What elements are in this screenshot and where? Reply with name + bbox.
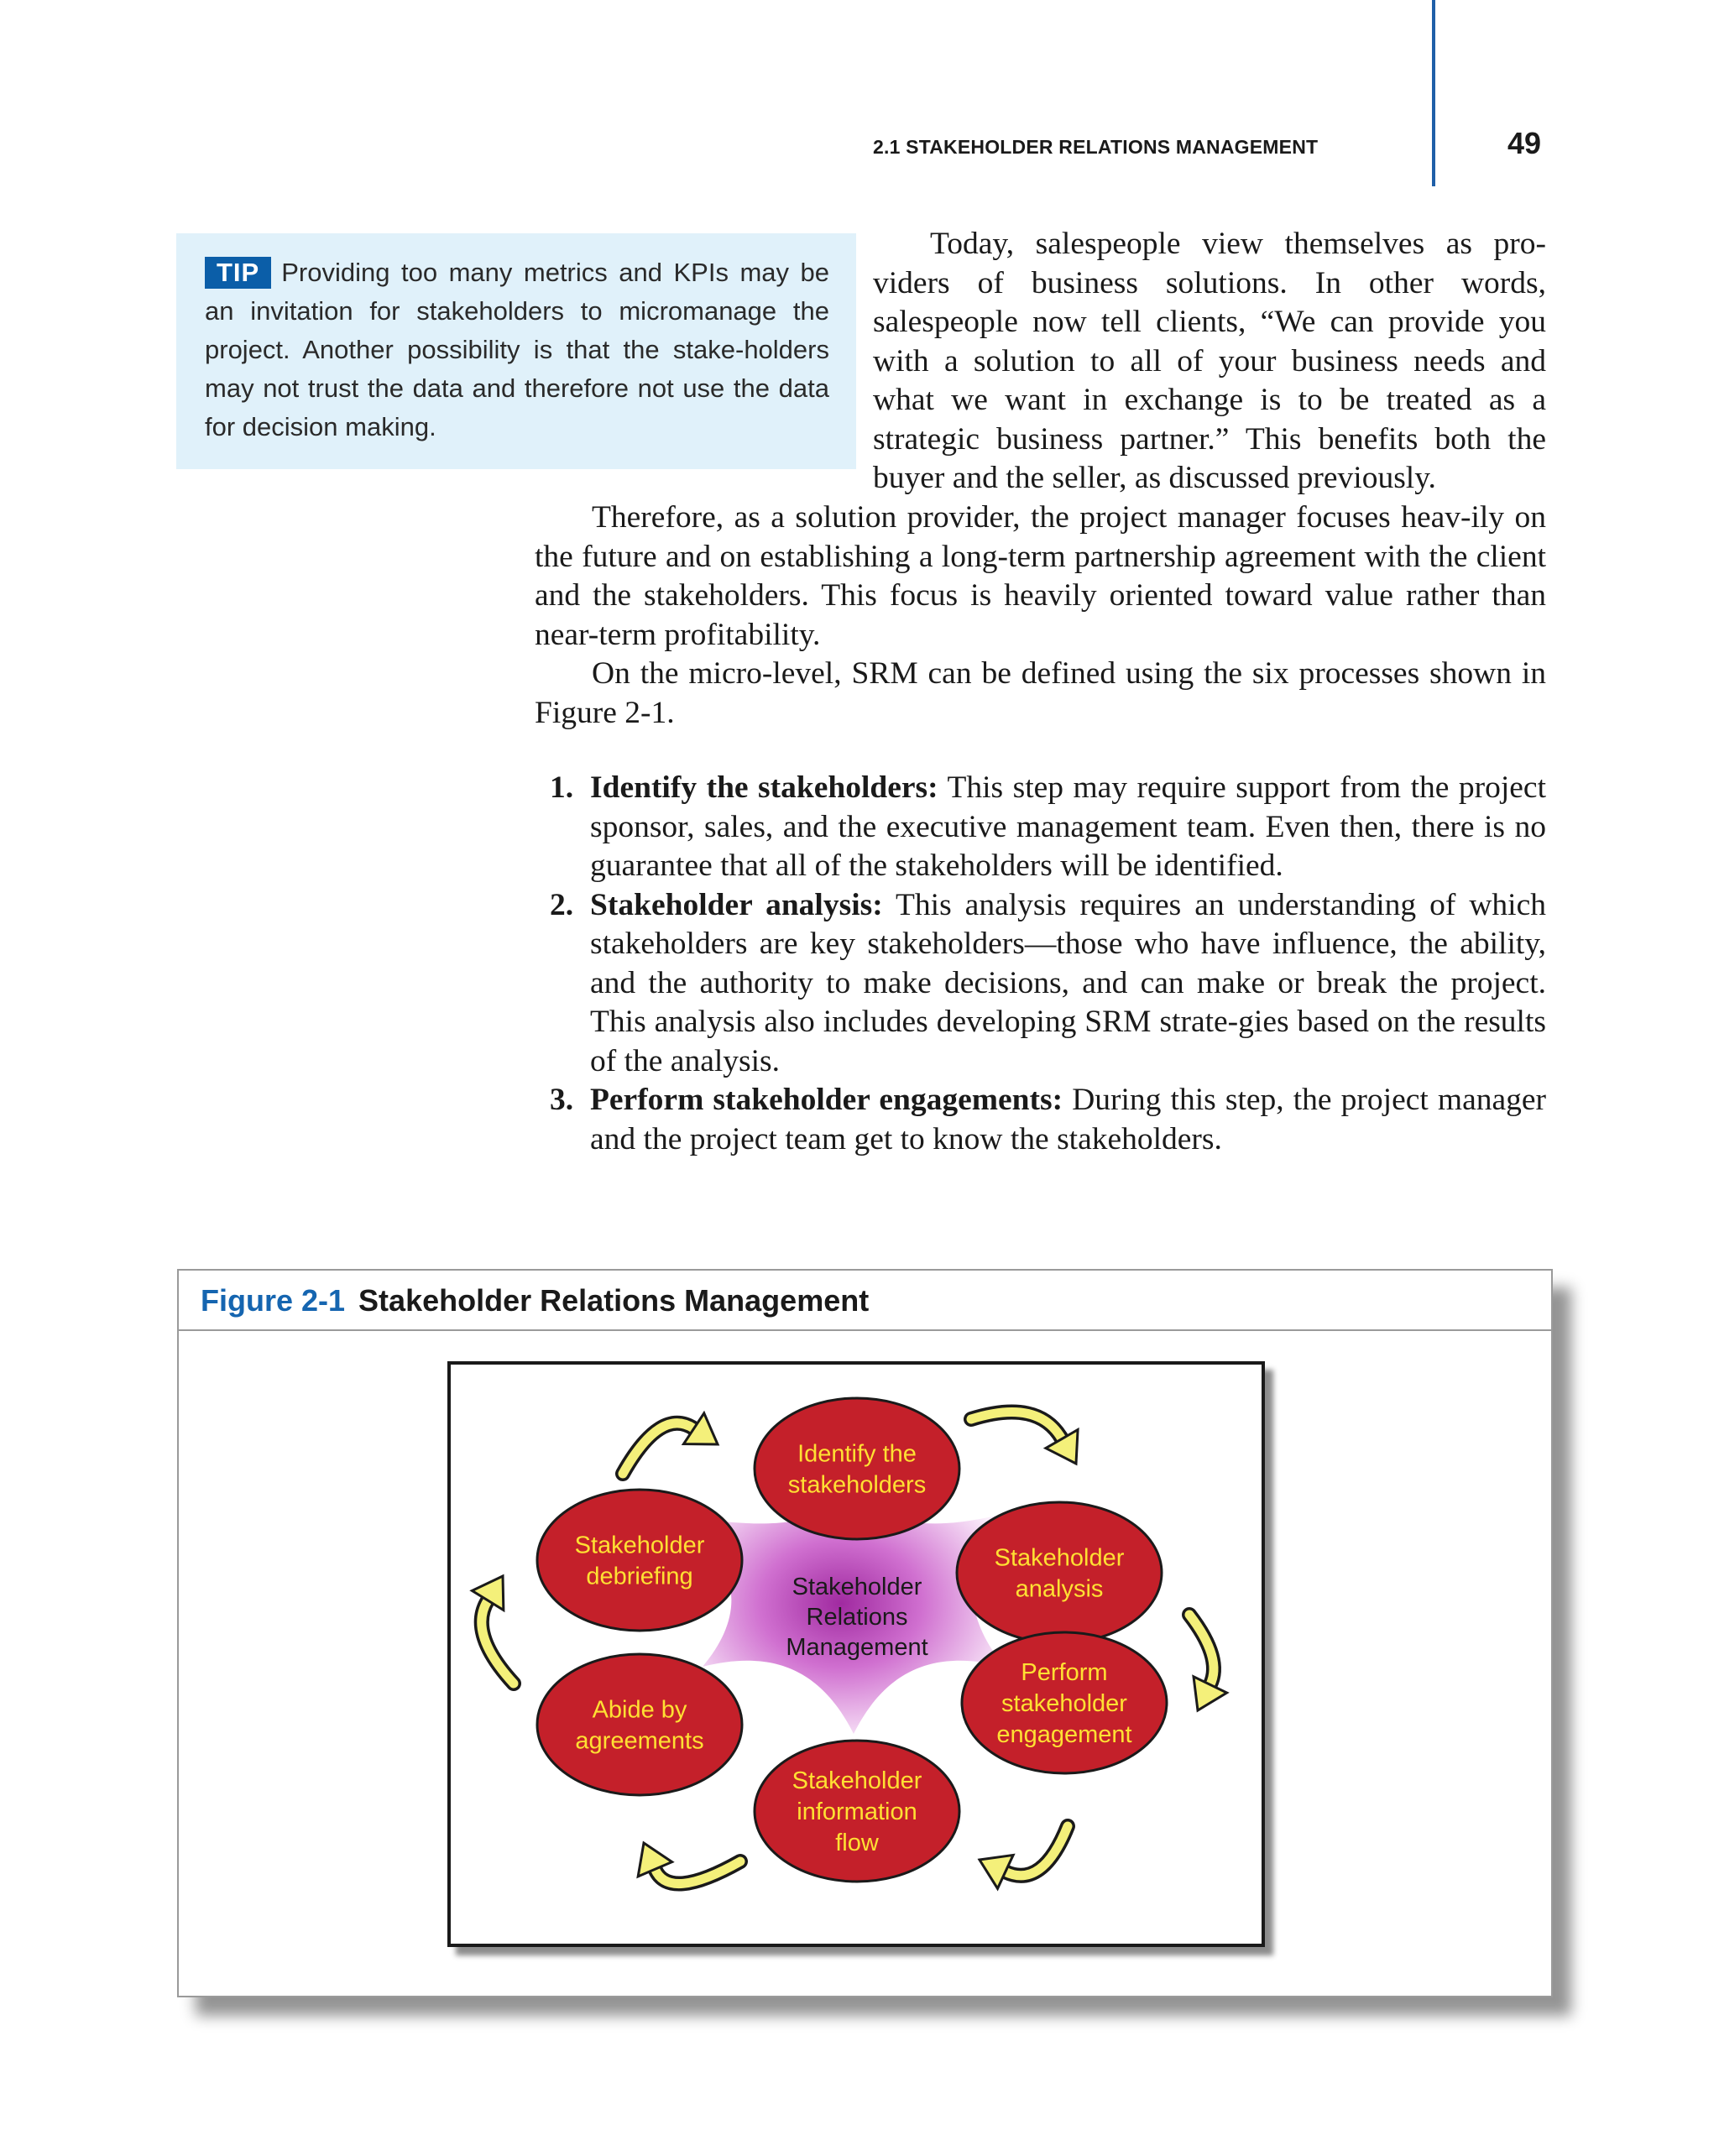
node-label-line: analysis <box>1015 1575 1104 1603</box>
tip-box <box>176 233 856 469</box>
list-text: This analysis requires an understanding of which stakeholders are key stakeholders—those who have influence, the ability, and the authority to make decisions, and can make or break the project. This analysis also includes developing SRM strate-gies based on the results of the analysis. <box>590 887 1546 1078</box>
center-label-line: Management <box>786 1634 928 1661</box>
list-number: 1. <box>550 770 574 805</box>
srm-diagram <box>447 1361 1265 1947</box>
cycle-arrow-shaft <box>482 1600 514 1684</box>
node-label-line: stakeholders <box>787 1471 927 1499</box>
body-column-main <box>535 499 1546 733</box>
node-label-line: stakeholder <box>1001 1690 1127 1717</box>
tip-label: TIP <box>205 257 271 289</box>
node-debriefing <box>537 1490 742 1631</box>
figure-title: Stakeholder Relations Management <box>358 1283 870 1318</box>
process-list <box>535 769 1546 1159</box>
center-label <box>786 1574 927 1661</box>
node-label-line: agreements <box>575 1727 704 1755</box>
list-text: During this step, the project manager and the project team get to know the stakeholders. <box>590 1083 1546 1156</box>
node-identify <box>755 1398 959 1539</box>
figure-caption <box>179 1271 1551 1331</box>
node-information-flow <box>755 1741 959 1882</box>
node-label-line: Abide by <box>592 1696 687 1724</box>
list-term: Stakeholder analysis: <box>590 887 883 922</box>
center-label-line: Stakeholder <box>792 1574 922 1600</box>
list-item <box>535 769 1546 886</box>
node-label-line: information <box>797 1798 917 1825</box>
paragraph-3: On the micro-level, SRM can be defined using the six processes shown in Figure 2-1. <box>535 656 1546 730</box>
node-engagement <box>962 1632 1167 1773</box>
body-column-right <box>873 225 1546 499</box>
node-label-line: flow <box>835 1830 879 1856</box>
cycle-arrow-shaft <box>1189 1615 1214 1684</box>
paragraph-1: Today, salespeople view themselves as pro-viders of business solutions. In other words, salespeople now tell clients, “We can provide you with a solution to all of your business needs and what we want in exchange is to be treated as a strategic business partner.” This benefits both the buyer and the seller, as discussed previously. <box>873 227 1546 495</box>
node-label-line: Perform <box>1021 1659 1108 1686</box>
node-label-line: engagement <box>996 1721 1132 1748</box>
list-item <box>535 1081 1546 1159</box>
node-ellipse <box>537 1654 742 1795</box>
list-text: This step may require support from the project sponsor, sales, and the executive management team. Even then, there is no guarantee that all of the stakeholders will be identified. <box>590 770 1546 883</box>
list-term: Identify the stakeholders: <box>590 770 938 805</box>
list-term: Perform stakeholder engagements: <box>590 1083 1063 1117</box>
node-ellipse <box>755 1398 959 1539</box>
node-label-line: Stakeholder <box>994 1544 1125 1572</box>
node-label-line: Stakeholder <box>792 1767 922 1794</box>
tip-text: Providing too many metrics and KPIs may be an invitation for stakeholders to micromanage the project. Another possibility is that the stake-holders may not trust the data and therefore not use the data for decision making. <box>205 258 829 441</box>
node-label-line: Identify the <box>797 1440 917 1468</box>
node-label-line: debriefing <box>586 1563 693 1590</box>
list-number: 2. <box>550 887 574 922</box>
list-item <box>535 886 1546 1082</box>
node-ellipse <box>957 1502 1162 1643</box>
node-label-line: Stakeholder <box>574 1532 705 1559</box>
node-agreements <box>537 1654 742 1795</box>
srm-diagram-svg <box>451 1365 1262 1944</box>
list-number: 3. <box>550 1083 574 1117</box>
node-analysis <box>957 1502 1162 1643</box>
node-ellipse <box>537 1490 742 1631</box>
center-label-line: Relations <box>806 1604 908 1631</box>
paragraph-2: Therefore, as a solution provider, the project manager focuses heav-ily on the future and on establishing a long-term partnership agreement with the client and the stakeholders. This focus is heavily oriented toward value rather than near-term profitability. <box>535 500 1546 652</box>
header-rule <box>1432 0 1435 186</box>
figure-number: Figure 2-1 <box>201 1283 346 1318</box>
page-number: 49 <box>1507 126 1542 160</box>
running-head: 2.1 STAKEHOLDER RELATIONS MANAGEMENT <box>873 136 1319 158</box>
